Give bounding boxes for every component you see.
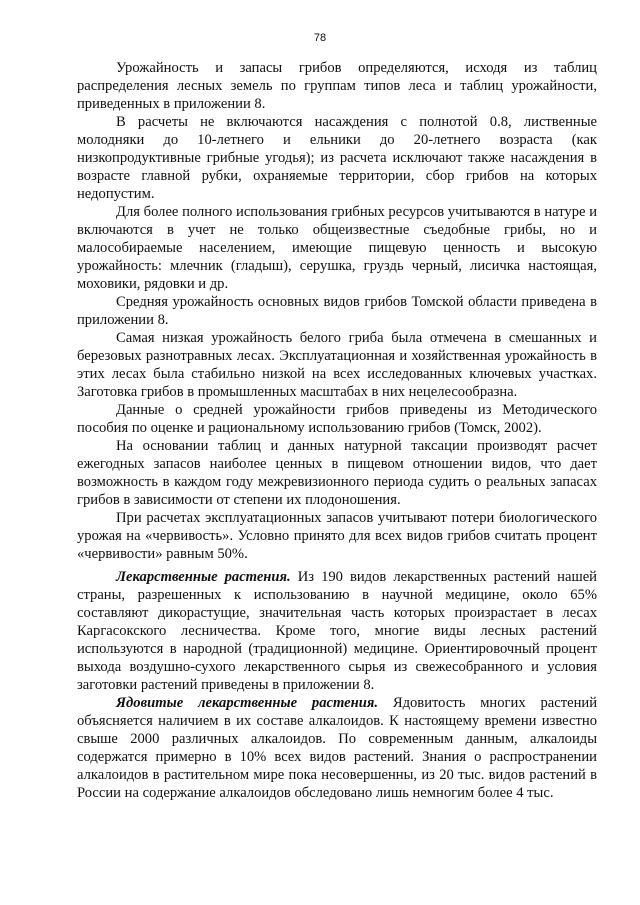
- paragraph-poisonous-plants-text: Ядовитость многих растений объясняется наличием в их составе алкалоидов. К настоящему времени известно свыше 2000 различных алкалоидов. По современным данным, алкалоиды содержатся примерно в 10% всех видов растений. Знания о распространении алкалоидов в растительном мире пока несовершенны, из 20 тыс. видов растений в России на содержание алкалоидов обследовано лишь немногим более 4 тыс.: [77, 695, 597, 801]
- body-text: [77, 59, 597, 802]
- paragraph-lowest-yield: Самая низкая урожайность белого гриба была отмечена в смешанных и березовых разнотравных лесах. Эксплуатационная и хозяйственная урожайность в этих лесах была стабильно низкой на всех исследованных ключевых участках. Заготовка грибов в промышленных масштабах в них нецелесообразна.: [77, 330, 597, 400]
- section-heading-poisonous-plants: Ядовитые лекарственные растения.: [116, 695, 378, 711]
- paragraph-poisonous-plants: [77, 694, 597, 802]
- paragraph-medicinal-plants-text: Из 190 видов лекарственных растений нашей страны, разрешенных к использованию в научной медицине, около 65% составляют дикорастущие, значительная часть которых произрастает в лесах Каргасокского лесничества. Кроме того, многие виды лесных растений используются в народной (традиционной) медицине. Ориентировочный процент выхода воздушно-сухого лекарственного сырья из свежесобранного и условия заготовки растений приведены в приложении 8.: [77, 569, 597, 693]
- paragraph-data-source: Данные о средней урожайности грибов приведены из Методического пособия по оценке и рациональному использованию грибов (Томск, 2002).: [77, 402, 597, 436]
- paragraph-medicinal-plants: [77, 568, 597, 694]
- section-heading-medicinal-plants: Лекарственные растения.: [116, 569, 291, 585]
- paragraph-yield-stocks: Урожайность и запасы грибов определяются, исходя из таблиц распределения лесных земель по группам типов леса и таблиц урожайности, приведенных в приложении 8.: [77, 60, 597, 112]
- paragraph-wormy-losses: При расчетах эксплуатационных запасов учитывают потери биологического урожая на «червивость». Условно принято для всех видов грибов считать процент «червивости» равным 50%.: [77, 510, 597, 562]
- paragraph-calculation-exclusions: В расчеты не включаются насаждения с полнотой 0.8, лиственные молодняки до 10-летнего и ельники до 20-летнего возраста (как низкопродуктивные грибные угодья); из расчета исключают также насаждения в возрасте главной рубки, охраняемые территории, сбор грибов на которых недопустим.: [77, 114, 597, 202]
- page-number: 78: [313, 32, 327, 44]
- paragraph-average-yield: Средняя урожайность основных видов грибов Томской области приведена в приложении 8.: [77, 294, 597, 328]
- paragraph-mushroom-resources: Для более полного использования грибных ресурсов учитываются в натуре и включаются в учет не только общеизвестные съедобные грибы, но и малособираемые населением, имеющие пищевую ценность и высокую урожайность: млечник (гладыш), серушка, груздь черный, лисичка настоящая, моховики, рядовки и др.: [77, 204, 597, 292]
- paragraph-stock-calculation: На основании таблиц и данных натурной таксации производят расчет ежегодных запасов наиболее ценных в пищевом отношении видов, что дает возможность в каждом году межревизионного периода судить о реальных запасах грибов в зависимости от степени их плодоношения.: [77, 438, 597, 508]
